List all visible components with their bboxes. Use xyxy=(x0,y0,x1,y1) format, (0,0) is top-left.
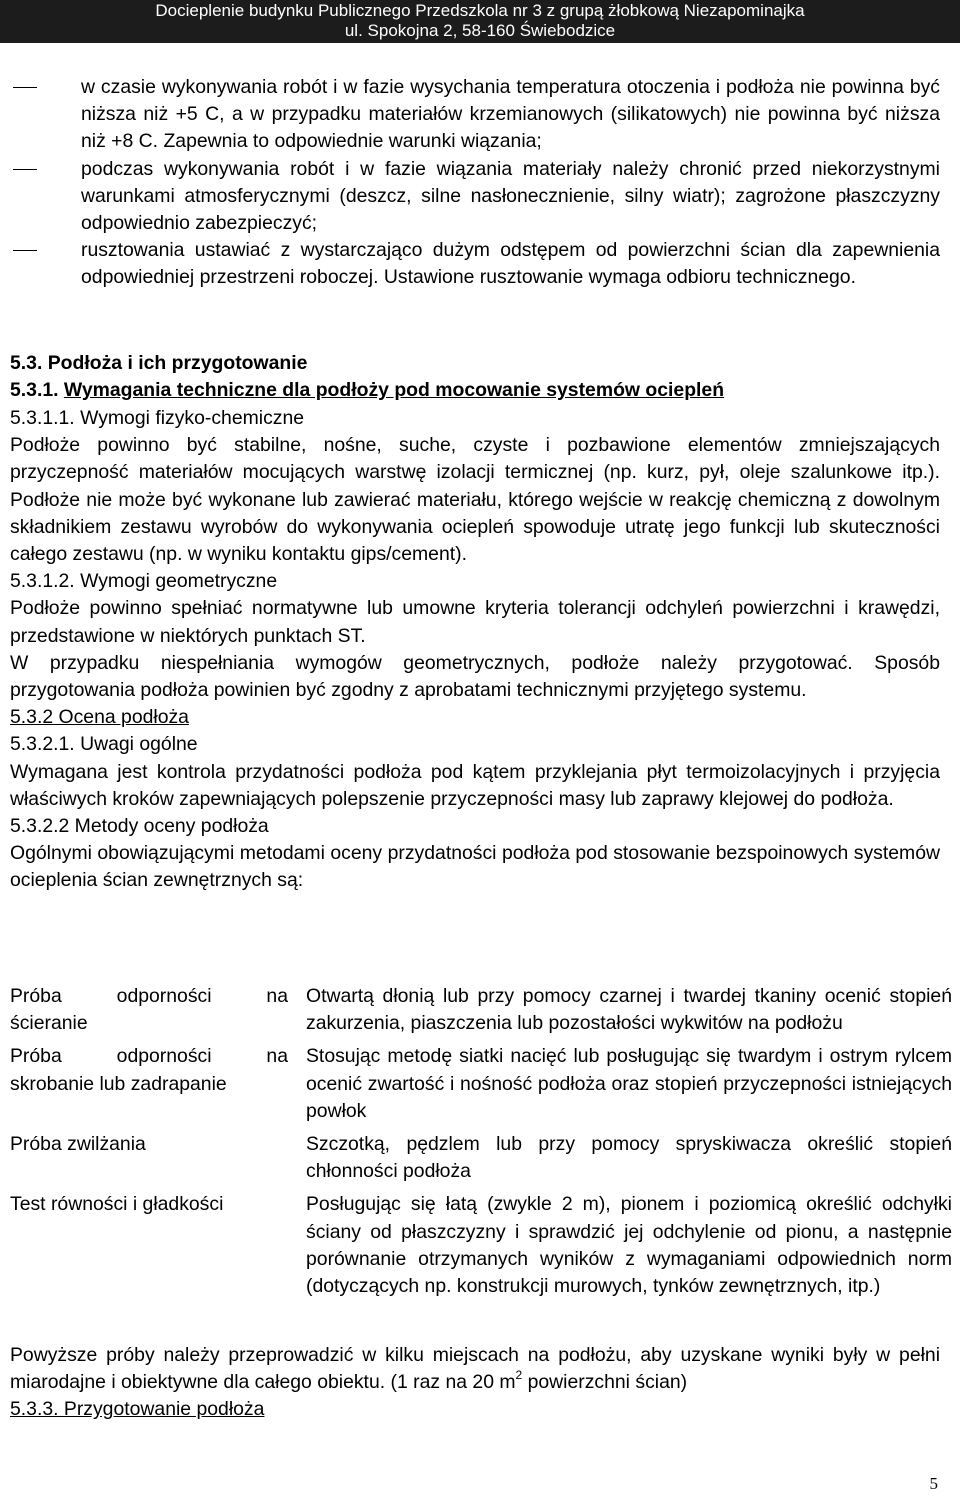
table-row xyxy=(10,1191,952,1300)
header-address: ul. Spokojna 2, 58-160 Świebodzice xyxy=(344,21,616,40)
paragraph-title: 5.3.1.2. Wymogi geometryczne xyxy=(10,570,278,593)
paragraph: Podłoże powinno spełniać normatywne lub umowne kryteria tolerancji odchyleń powierzchni i krawędzi, przedstawione w niektórych punktach ST. xyxy=(10,597,940,647)
section-heading: 5.3. Podłoża i ich przygotowanie xyxy=(10,352,308,374)
dash-bullet-icon xyxy=(13,87,37,88)
paragraph: W przypadku niespełniania wymogów geometrycznych, podłoże należy przygotować. Sposób przygotowania podłoża powinien być zgodny z aprobatami technicznymi przyjętego systemu. xyxy=(10,651,940,702)
subsection-heading: 5.3.1. Wymagania techniczne dla podłoży pod mocowanie systemów ociepleń xyxy=(10,379,725,402)
paragraph-title: 5.3.1.1. Wymogi fizyko-chemiczne xyxy=(10,407,305,429)
test-description-cell: Otwartą dłonią lub przy pomocy czarnej i twardej tkaniny ocenić stopień zakurzenia, piaszczenia lub pozostałości wykwitów na podłożu xyxy=(306,985,952,1035)
header-title: Docieplenie budynku Publicznego Przedszkola nr 3 z grupą żłobkową Niezapominajka xyxy=(155,1,805,20)
test-description-cell: Stosując metodę siatki nacięć lub posługując się twardym i ostrym rylcem ocenić zwartość i nośność podłoża oraz stopień przyczepności istniejących powłok xyxy=(306,1045,952,1122)
test-name-cell: Próba odporności na ścieranie xyxy=(10,985,288,1035)
paragraph-title: 5.3.2.2 Metody oceny podłoża xyxy=(10,815,269,838)
list-item: podczas wykonywania robót i w fazie wiązania materiały należy chronić przed niekorzystnymi warunkami atmosferycznymi (deszcz, silne nasłonecznienie, silny wiatr); zagrożone płaszczyzny odpowiednio zabezpieczyć; xyxy=(81,156,940,238)
dash-bullet-icon xyxy=(13,250,37,251)
paragraph: Podłoże powinno być stabilne, nośne, suche, czyste i pozbawione elementów zmniejszających przyczepność materiałów mocujących warstwę izolacji termicznej (np. kurz, pył, oleje szalunkowe itp.). Podłoże nie może być wykonane lub zawierać materiału, którego wejście w reakcję chemiczną z dowolnym składnikiem zestawu wyrobów do wykonywania ociepleń spowoduje utratę jego funkcji lub skuteczności całego zestawu (np. w wyniku kontaktu gips/cement). xyxy=(10,434,940,566)
table-row xyxy=(10,1043,952,1125)
test-description-cell: Szczotką, pędzlem lub przy pomocy spryskiwacza określić stopień chłonności podłoża xyxy=(306,1133,952,1183)
table-row xyxy=(10,1131,952,1185)
test-name-cell: Próba zwilżania xyxy=(10,1133,146,1156)
closing-section xyxy=(10,1342,940,1424)
test-name-cell: Próba odporności na skrobanie lub zadrapanie xyxy=(10,1045,288,1095)
paragraph: Ogólnymi obowiązującymi metodami oceny przydatności podłoża pod stosowanie bezspoinowych systemów ocieplenia ścian zewnętrznych są: xyxy=(10,842,940,892)
paragraph: Wymagana jest kontrola przydatności podłoża pod kątem przyklejania płyt termoizolacyjnych i przyjęcia właściwych kroków zapewniających polepszenie przyczepności masy lub zaprawy klejowej do podłoża. xyxy=(10,760,940,810)
table-row xyxy=(10,983,952,1037)
list-item: w czasie wykonywania robót i w fazie wysychania temperatura otoczenia i podłoża nie powinna być niższa niż +5 C, a w przypadku materiałów krzemianowych (silikatowych) nie powinna być niższa niż +8 C. Zapewnia to odpowiednie warunki wiązania; xyxy=(81,74,940,156)
paragraph-title: 5.3.2 Ocena podłoża xyxy=(10,706,189,729)
section-headings xyxy=(10,350,940,404)
dash-bullet-icon xyxy=(13,169,37,170)
document-body xyxy=(10,405,940,895)
paragraph-title: 5.3.2.1. Uwagi ogólne xyxy=(10,733,198,756)
list-item: rusztowania ustawiać z wystarczająco dużym odstępem od powierzchni ścian dla zapewnienia odpowiedniej przestrzeni roboczej. Ustawione rusztowanie wymaga odbioru technicznego. xyxy=(81,237,940,291)
paragraph-title: 5.3.3. Przygotowanie podłoża xyxy=(10,1398,265,1421)
test-methods-table xyxy=(10,983,952,1300)
requirements-list xyxy=(0,74,960,292)
test-description-cell: Posługując się łatą (zwykle 2 m), pionem i poziomicą określić odchyłki ściany od płaszczyzny i sprawdzić jej odchylenie od pionu, a następnie porównanie otrzymanych wyników z wymaganiami odpowiednich norm (dotyczących np. konstrukcji murowych, tynków zewnętrznych, itp.) xyxy=(306,1193,952,1298)
document-header xyxy=(0,0,960,43)
paragraph: Powyższe próby należy przeprowadzić w kilku miejscach na podłożu, aby uzyskane wyniki były w pełni miarodajne i obiektywne dla całego obiektu. (1 raz na 20 $m^2$ powierzchni ścian) xyxy=(10,1344,940,1394)
test-name-cell: Test równości i gładkości xyxy=(10,1193,224,1216)
page-number: 5 xyxy=(929,1474,938,1493)
